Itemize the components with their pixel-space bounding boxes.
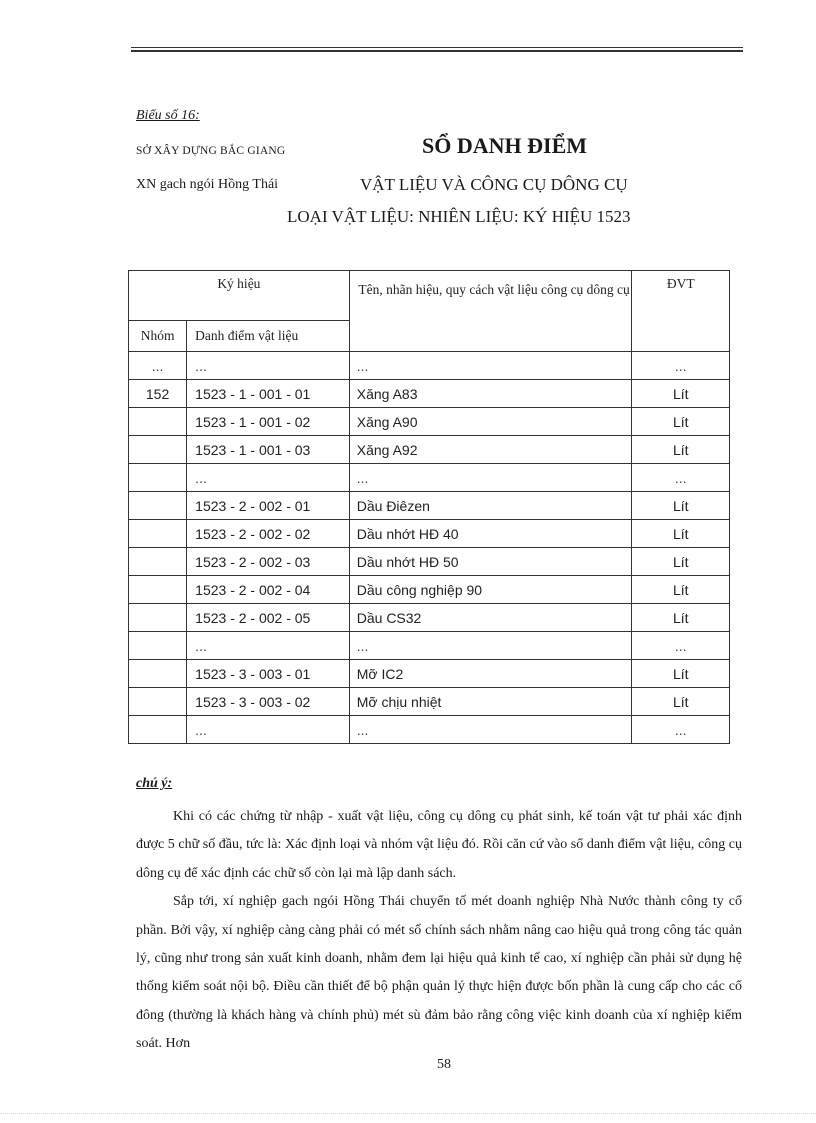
subtitle-materials: VẬT LIỆU VÀ CÔNG CỤ DÔNG CỤ	[360, 175, 628, 194]
table-row	[129, 632, 730, 660]
group-cell	[129, 576, 187, 604]
note-title: chú ý:	[136, 776, 173, 791]
code-cell: ...	[187, 632, 350, 660]
page-title: SỔ DANH ĐIỂM	[422, 133, 588, 158]
material-name-cell: Xăng A83	[349, 380, 632, 408]
table-row	[129, 436, 730, 464]
code-cell: 1523 - 2 - 002 - 03	[187, 548, 350, 576]
table-row	[129, 604, 730, 632]
unit-cell: Lít	[632, 548, 730, 576]
code-cell: 1523 - 3 - 003 - 01	[187, 660, 350, 688]
unit-cell: Lít	[632, 576, 730, 604]
table-row	[129, 380, 730, 408]
header-ky-hieu: Ký hiệu	[129, 271, 350, 321]
code-cell: 1523 - 2 - 002 - 05	[187, 604, 350, 632]
group-cell: 152	[129, 380, 187, 408]
group-cell	[129, 632, 187, 660]
unit-cell: Lít	[632, 492, 730, 520]
table-row	[129, 520, 730, 548]
unit-cell: Lít	[632, 660, 730, 688]
unit-cell: ...	[632, 632, 730, 660]
unit-cell: Lít	[632, 380, 730, 408]
material-name-cell: Dầu nhớt HĐ 50	[349, 548, 632, 576]
table-body	[129, 352, 730, 744]
material-catalog-table	[128, 270, 730, 744]
header-code: Danh điểm vật liệu	[187, 321, 350, 352]
group-cell	[129, 436, 187, 464]
unit-cell: Lít	[632, 688, 730, 716]
group-cell	[129, 716, 187, 744]
page-number: 58	[437, 1057, 451, 1072]
table-row	[129, 464, 730, 492]
unit-cell: Lít	[632, 436, 730, 464]
group-cell	[129, 660, 187, 688]
group-cell	[129, 492, 187, 520]
code-cell: 1523 - 1 - 001 - 01	[187, 380, 350, 408]
unit-cell: Lít	[632, 408, 730, 436]
table-row	[129, 408, 730, 436]
table-row	[129, 548, 730, 576]
header-double-rule	[131, 47, 743, 52]
unit-cell: ...	[632, 716, 730, 744]
org-department: SỞ XÂY DỰNG BẮC GIANG	[136, 145, 286, 157]
table-row	[129, 352, 730, 380]
group-cell	[129, 464, 187, 492]
code-cell: ...	[187, 464, 350, 492]
material-name-cell: Dầu Điêzen	[349, 492, 632, 520]
material-name-cell: ...	[349, 716, 632, 744]
group-cell: ...	[129, 352, 187, 380]
unit-cell: Lít	[632, 604, 730, 632]
subtitle-category: LOẠI VẬT LIỆU: NHIÊN LIỆU: KÝ HIỆU 1523	[287, 207, 631, 226]
code-cell: 1523 - 2 - 002 - 04	[187, 576, 350, 604]
material-name-cell: Mỡ IC2	[349, 660, 632, 688]
code-cell: 1523 - 1 - 001 - 02	[187, 408, 350, 436]
table-row	[129, 492, 730, 520]
header-unit: ĐVT	[632, 271, 730, 352]
group-cell	[129, 520, 187, 548]
unit-cell: ...	[632, 464, 730, 492]
code-cell: ...	[187, 352, 350, 380]
table-row	[129, 716, 730, 744]
group-cell	[129, 548, 187, 576]
note-body	[136, 803, 742, 1059]
header-group: Nhóm	[129, 321, 187, 352]
table-row	[129, 688, 730, 716]
org-enterprise: XN gach ngói Hồng Thái	[136, 177, 279, 192]
header-material-name: Tên, nhãn hiệu, quy cách vật liệu công cụ dông cụ	[349, 271, 632, 352]
code-cell: 1523 - 1 - 001 - 03	[187, 436, 350, 464]
table-row	[129, 660, 730, 688]
material-name-cell: Dầu nhớt HĐ 40	[349, 520, 632, 548]
code-cell: 1523 - 2 - 002 - 01	[187, 492, 350, 520]
unit-cell: Lít	[632, 520, 730, 548]
material-name-cell: ...	[349, 464, 632, 492]
material-name-cell: ...	[349, 352, 632, 380]
material-name-cell: Dầu công nghiệp 90	[349, 576, 632, 604]
footer-divider	[0, 1113, 816, 1114]
unit-cell: ...	[632, 352, 730, 380]
form-caption: Biểu số 16:	[136, 108, 200, 123]
table-row	[129, 576, 730, 604]
material-name-cell: Xăng A92	[349, 436, 632, 464]
code-cell: 1523 - 3 - 003 - 02	[187, 688, 350, 716]
material-name-cell: Xăng A90	[349, 408, 632, 436]
material-name-cell: Mỡ chịu nhiệt	[349, 688, 632, 716]
material-name-cell: ...	[349, 632, 632, 660]
paragraph: Khi có các chứng từ nhập - xuất vật liệu, công cụ dông cụ phát sinh, kế toán vật tư phải xác định được 5 chữ số đầu, tức là: Xác định loại và nhóm vật liệu đó. Rồi căn cứ vào sổ danh điểm vật liệu, công cụ dông cụ để xác định các chữ số còn lại mà lập danh sách.	[136, 809, 742, 881]
code-cell: 1523 - 2 - 002 - 02	[187, 520, 350, 548]
group-cell	[129, 688, 187, 716]
code-cell: ...	[187, 716, 350, 744]
paragraph: Sắp tới, xí nghiệp gach ngói Hồng Thái chuyển tố mét doanh nghiệp Nhà Nước thành công ty cổ phần. Bởi vậy, xí nghiệp càng càng phải có mét số chính sách nhằm nâng cao hiệu quả trong công tác quản lý, cũng như trong sản xuất kinh doanh, nhằm đem lại hiệu quả kinh tế cao, xí nghiệp cần phải sử dụng hệ thống kiểm soát nội bộ. Điều cần thiết để bộ phận quản lý thực hiện được bốn phần là cung cấp cho các cổ đông (thường là khách hàng và chính phủ) mét sù đảm bảo rằng công việc kinh doanh của xí nghiệp kiểm soát. Hơn	[136, 894, 742, 1052]
group-cell	[129, 604, 187, 632]
group-cell	[129, 408, 187, 436]
material-name-cell: Dầu CS32	[349, 604, 632, 632]
